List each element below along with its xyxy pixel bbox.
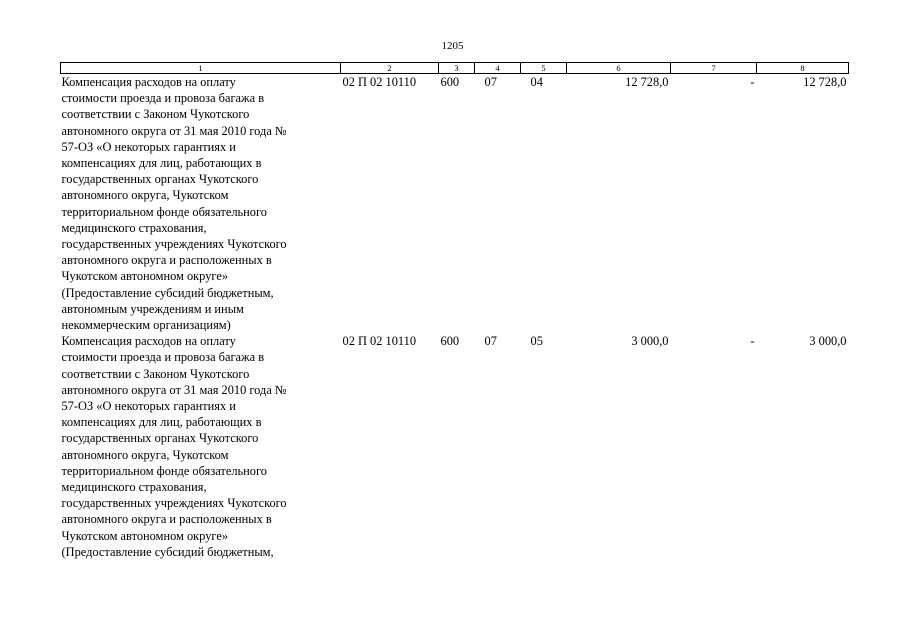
description-line: территориальном фонде обязательного — [61, 463, 267, 478]
description-line: соответствии с Законом Чукотского — [61, 366, 250, 381]
description-line: автономным учреждениям и иным — [61, 301, 244, 316]
header-col-1: 1 — [61, 63, 341, 74]
description-line: территориальном фонде обязательного — [61, 204, 267, 219]
description-line: государственных учреждениях Чукотского — [61, 496, 287, 511]
target-article-code: 02 П 02 10110 — [342, 334, 417, 349]
description-line: (Предоставление субсидий бюджетным, — [61, 285, 274, 300]
amount-col-8: 3 000,0 — [809, 334, 847, 349]
header-col-7: 7 — [671, 63, 757, 74]
amount-col-6: 12 728,0 — [625, 75, 669, 89]
description-line: стоимости проезда и провоза багажа в — [61, 350, 265, 365]
description-line: Компенсация расходов на оплату — [61, 334, 236, 349]
target-article-code: 02 П 02 10110 — [342, 75, 417, 89]
header-col-3: 3 — [439, 63, 475, 74]
page-number: 1205 — [441, 40, 464, 52]
description-line: автономного округа и расположенных в — [61, 253, 272, 268]
budget-table-container — [60, 62, 848, 560]
description-line: автономного округа, Чукотском — [61, 447, 229, 462]
description-line: (Предоставление субсидий бюджетным, — [61, 544, 274, 559]
expense-type: 600 — [440, 75, 460, 89]
description-line: государственных учреждениях Чукотского — [61, 237, 287, 252]
amount-col-7: - — [750, 334, 755, 349]
row-description — [61, 333, 341, 560]
description-line: государственных органах Чукотского — [61, 431, 259, 446]
header-col-5: 5 — [521, 63, 567, 74]
amount-col-6: 3 000,0 — [631, 334, 669, 349]
header-row — [61, 63, 849, 74]
description-line: автономного округа, Чукотском — [61, 188, 229, 203]
header-col-6: 6 — [567, 63, 671, 74]
description-line: автономного округа и расположенных в — [61, 512, 272, 527]
table-row — [61, 333, 849, 560]
section-code: 07 — [484, 75, 497, 89]
description-line: 57-ОЗ «О некоторых гарантиях и — [61, 139, 236, 154]
header-col-4: 4 — [475, 63, 521, 74]
description-line: государственных органах Чукотского — [61, 172, 259, 187]
subsection-code: 05 — [530, 334, 543, 349]
description-line: Компенсация расходов на оплату — [61, 75, 236, 89]
section-code: 07 — [484, 334, 497, 349]
description-line: компенсациях для лиц, работающих в — [61, 415, 262, 430]
description-line: 57-ОЗ «О некоторых гарантиях и — [61, 399, 236, 414]
description-line: медицинского страхования, — [61, 220, 207, 235]
description-line: автономного округа от 31 мая 2010 года № — [61, 382, 287, 397]
budget-table — [60, 62, 849, 560]
table-body — [61, 74, 849, 561]
description-line: некоммерческим организациям) — [61, 318, 231, 333]
expense-type: 600 — [440, 334, 460, 349]
description-line: соответствии с Законом Чукотского — [61, 107, 250, 122]
description-line: Чукотском автономном округе» — [61, 269, 229, 284]
header-col-2: 2 — [341, 63, 439, 74]
description-line: автономного округа от 31 мая 2010 года № — [61, 123, 287, 138]
amount-col-8: 12 728,0 — [803, 75, 847, 89]
subsection-code: 04 — [530, 75, 543, 89]
description-line: компенсациях для лиц, работающих в — [61, 156, 262, 171]
table-header — [61, 63, 849, 74]
description-line: стоимости проезда и провоза багажа в — [61, 91, 265, 106]
description-line: медицинского страхования, — [61, 480, 207, 495]
description-line: Чукотском автономном округе» — [61, 528, 229, 543]
header-col-8: 8 — [757, 63, 849, 74]
amount-col-7: - — [750, 75, 755, 89]
row-description — [61, 74, 341, 334]
table-row — [61, 74, 849, 334]
